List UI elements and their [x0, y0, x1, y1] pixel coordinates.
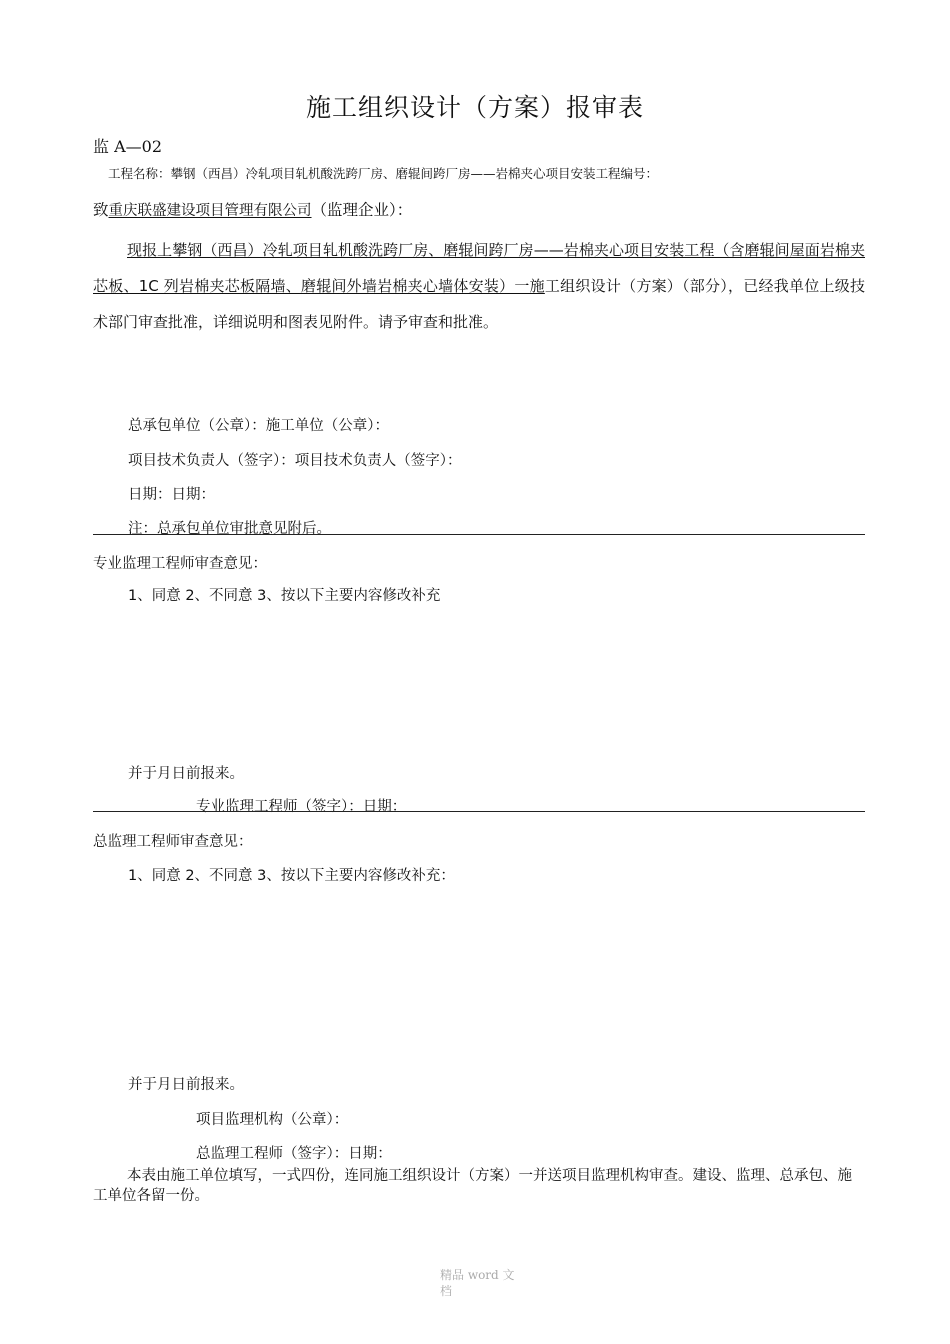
contractor-note: 注：总承包单位审批意见附后。: [128, 521, 331, 537]
page-title: 施工组织设计（方案）报审表: [305, 93, 644, 122]
chief-review-heading: 总监理工程师审查意见：: [93, 834, 253, 850]
specialist-review-options: 1、同意 2、不同意 3、按以下主要内容修改补充: [128, 588, 441, 604]
section-divider: [93, 534, 865, 535]
report-rest-text: 工组织设计（方案）（部分），已经我单位上级技术部门审查批准，详细说明和图表见附件。请予审查和批准。: [93, 277, 865, 331]
form-code: 监 A—02: [93, 137, 163, 156]
footnote: 本表由施工单位填写，一式四份，连同施工组织设计（方案）一并送项目监理机构审查。建设、监理、总承包、施工单位各留一份。: [93, 1168, 852, 1204]
chief-deadline: 并于月日前报来。: [128, 1077, 244, 1093]
chief-signature-line: 总监理工程师（签字）：日期：: [196, 1146, 392, 1162]
specialist-signature-line: 专业监理工程师（签字）：日期：: [196, 799, 407, 815]
addressee-line: [93, 198, 412, 220]
specialist-review-heading: 专业监理工程师审查意见：: [93, 556, 267, 572]
specialist-deadline: 并于月日前报来。: [128, 766, 244, 782]
section-divider: [93, 811, 865, 812]
watermark-footer: 精品 word 文档: [440, 1268, 515, 1298]
contractor-seal-line: 总承包单位（公章）：施工单位（公章）：: [128, 418, 389, 434]
report-paragraph: [93, 232, 865, 340]
addressee-suffix: （监理企业）：: [311, 201, 413, 219]
chief-review-options: 1、同意 2、不同意 3、按以下主要内容修改补充：: [128, 868, 455, 884]
supervision-org-seal-line: 项目监理机构（公章）：: [196, 1112, 349, 1128]
supervision-company: 重庆联盛建设项目管理有限公司: [108, 203, 312, 219]
report-underlined-text: 现报上攀钢（西昌）冷轧项目轧机酸洗跨厂房、磨辊间跨厂房——岩棉夹心项目安装工程（含磨辊间屋面岩棉夹芯板、1C 列岩棉夹芯板隔墙、磨辊间外墙岩棉夹心墙体安装）一施: [93, 241, 865, 295]
project-name-line: 工程名称：攀钢（西昌）冷轧项目轧机酸洗跨厂房、磨辊间跨厂房——岩棉夹心项目安装工程编号：: [108, 166, 659, 181]
technical-lead-signature-line: 项目技术负责人（签字）：项目技术负责人（签字）：: [128, 453, 462, 469]
addressee-prefix: 致: [93, 201, 109, 219]
contractor-date-line: 日期：日期：: [128, 487, 215, 503]
